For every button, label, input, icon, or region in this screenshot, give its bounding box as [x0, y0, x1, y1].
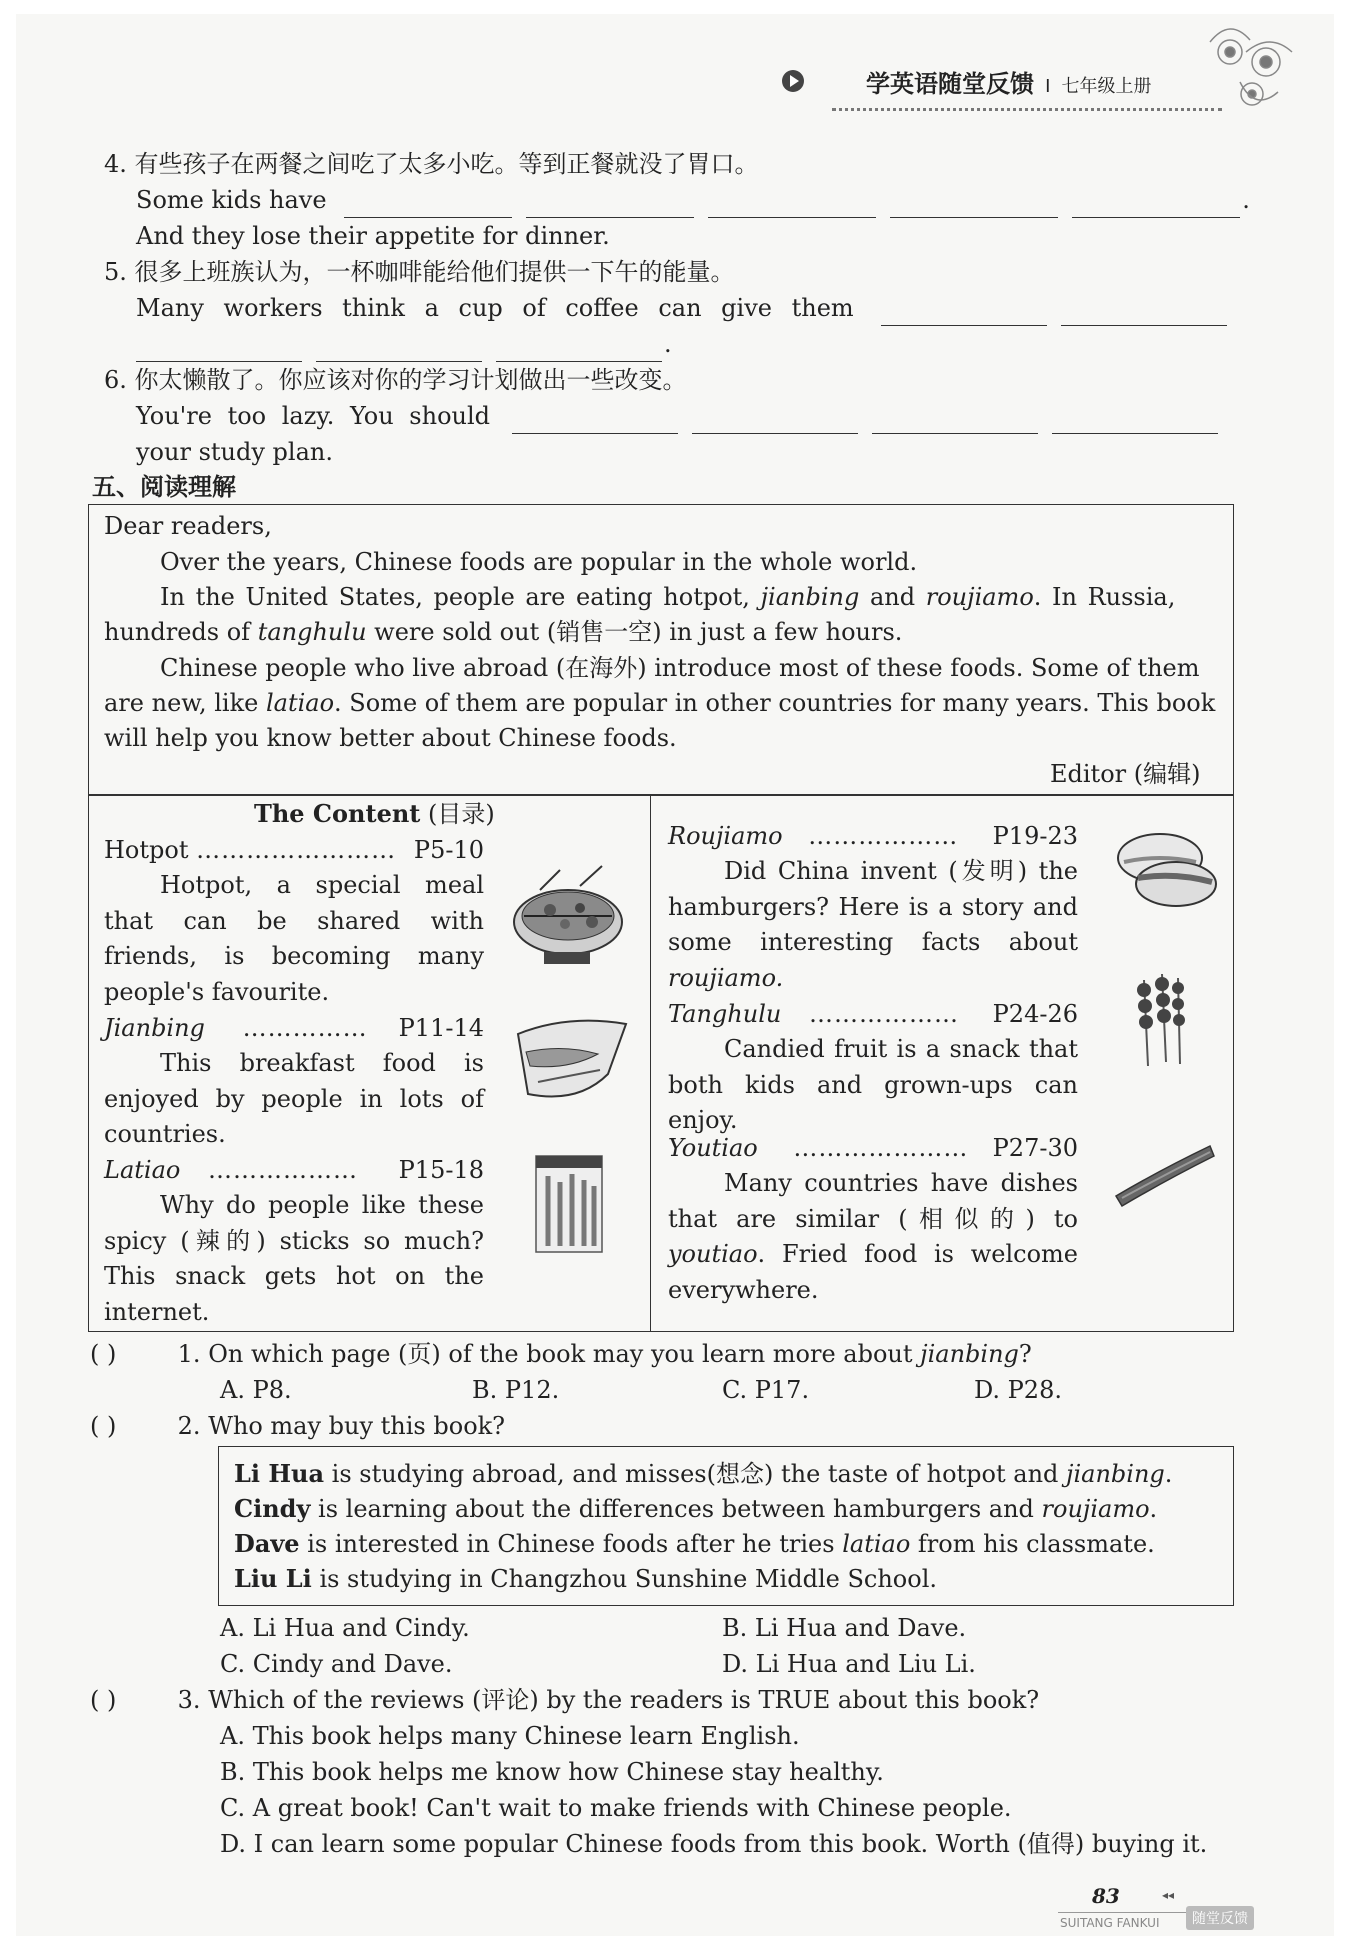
letter-paragraph-2-cont — [104, 614, 902, 650]
desc-line: some interesting facts about — [668, 928, 1078, 956]
text-run: is studying in Changzhou Sunshine Middle School. — [319, 1565, 937, 1593]
text-run: . Fried food is welcome — [757, 1240, 1078, 1268]
answer-paren[interactable]: ( ) — [90, 1340, 117, 1368]
desc-line: This breakfast food is — [160, 1049, 484, 1077]
letter-greeting: Dear readers, — [104, 512, 272, 540]
answer-blank[interactable] — [708, 195, 876, 218]
desc-line: that can be shared with — [104, 906, 484, 935]
letter-paragraph-3: Chinese people who live abroad (在海外) introduce most of these foods. Some of them — [160, 654, 1200, 682]
text-run: hundreds of — [104, 618, 251, 646]
hotpot-icon — [510, 860, 628, 970]
leader-dots: ………………… — [793, 1134, 969, 1162]
entry-title: Roujiamo — [668, 822, 783, 850]
answer-blank[interactable] — [890, 195, 1058, 218]
text-run: latiao — [265, 689, 335, 717]
heading-en: The Content — [254, 799, 421, 828]
question-text: On which page (页) of the book may you learn more about — [208, 1340, 913, 1368]
translation-6 — [104, 362, 687, 398]
text-run: . — [1149, 1495, 1158, 1523]
section-title: 五、阅读理解 — [92, 473, 236, 501]
footer-pinyin: SUITANG FANKUI — [1060, 1916, 1160, 1930]
text-run: . In Russia, — [1033, 583, 1176, 611]
letter-paragraph-1: Over the years, Chinese foods are popular in the whole world. — [160, 548, 918, 576]
answer-paren[interactable]: ( ) — [90, 1412, 117, 1440]
english-cont-4: And they lose their appetite for dinner. — [136, 222, 610, 250]
text-run: is studying abroad, and misses(想念) the taste of hotpot and — [331, 1460, 1059, 1488]
heading-cn: (目录) — [428, 800, 495, 828]
entry-roujiamo-desc — [668, 854, 1078, 996]
desc-line: roujiamo. — [668, 963, 784, 992]
entry-title: Latiao — [104, 1156, 181, 1184]
content-divider — [650, 795, 651, 1331]
desc-line: This snack gets hot on the — [104, 1262, 484, 1290]
desc-line: Many countries have dishes — [724, 1169, 1078, 1197]
letter-signature: Editor (编辑) — [1050, 760, 1201, 788]
answer-blank[interactable] — [1061, 303, 1227, 326]
entry-hotpot — [104, 832, 484, 868]
question-2 — [90, 1408, 505, 1444]
translation-4 — [104, 146, 759, 182]
question-number: 1. — [177, 1340, 201, 1368]
desc-line: everywhere. — [668, 1275, 819, 1304]
translation-5 — [104, 254, 735, 290]
text-run: were sold out (销售一空) in just a few hours. — [374, 618, 903, 646]
person-dave — [234, 1526, 1155, 1562]
answer-blank[interactable] — [1072, 195, 1240, 218]
text-run: tanghulu — [257, 618, 367, 646]
youtiao-icon — [1110, 1140, 1218, 1210]
answer-blank[interactable] — [1052, 411, 1218, 434]
text-run: roujiamo — [1041, 1495, 1150, 1523]
desc-line: spicy (辣的) sticks so much? — [104, 1226, 484, 1255]
letter-paragraph-3-cont — [104, 685, 1215, 721]
person-li-hua — [234, 1456, 1172, 1492]
english-cont-5: . — [136, 326, 672, 362]
entry-latiao — [104, 1152, 484, 1188]
text-run: is learning about the differences between hamburgers and — [318, 1495, 1034, 1523]
answer-blank[interactable] — [526, 195, 694, 218]
entry-latiao-desc — [104, 1188, 484, 1330]
entry-pages: P15-18 — [398, 1156, 484, 1184]
header — [866, 64, 1152, 99]
header-subtitle: 七年级上册 — [1061, 76, 1152, 97]
q2-option-c[interactable]: C. Cindy and Dave. — [220, 1650, 453, 1678]
chinese-sentence: 你太懒散了。你应该对你的学习计划做出一些改变。 — [134, 366, 687, 394]
entry-pages: P27-30 — [992, 1134, 1078, 1162]
desc-line: Did China invent (发明) the — [724, 857, 1078, 885]
footer-line — [1058, 1912, 1186, 1913]
english-line-6 — [136, 398, 1218, 434]
question-text: Which of the reviews (评论) by the readers is TRUE about this book? — [208, 1686, 1040, 1714]
leader-dots: ……………… — [808, 822, 959, 850]
answer-blank[interactable] — [136, 339, 302, 362]
q1-option-c[interactable]: C. P17. — [722, 1376, 810, 1404]
q3-option-c[interactable]: C. A great book! Can't wait to make friends with Chinese people. — [220, 1794, 1012, 1822]
entry-title: Youtiao — [668, 1134, 758, 1162]
footer-arrow-icon: ◂◂ — [1162, 1888, 1175, 1902]
text-run: . Some of them are popular in other countries for many years. This book — [334, 689, 1216, 717]
page-number: 83 — [1092, 1884, 1120, 1908]
entry-tanghulu — [668, 996, 1078, 1032]
question-number: 3. — [177, 1686, 201, 1714]
entry-roujiamo — [668, 818, 1078, 854]
leader-dots: …………………… — [196, 836, 397, 864]
entry-jianbing-desc — [104, 1046, 484, 1153]
answer-paren[interactable]: ( ) — [90, 1686, 117, 1714]
roujiamo-icon — [1104, 822, 1222, 926]
answer-blank[interactable] — [316, 339, 482, 362]
question-number: 4. — [104, 150, 127, 178]
english-prompt: Some kids have — [136, 186, 327, 214]
desc-line: hamburgers? Here is a story and — [668, 892, 1078, 921]
answer-blank[interactable] — [344, 195, 512, 218]
q3-option-a[interactable]: A. This book helps many Chinese learn English. — [220, 1722, 800, 1750]
entry-title: Jianbing — [104, 1014, 205, 1042]
english-cont-6: your study plan. — [136, 438, 333, 466]
q2-option-d[interactable]: D. Li Hua and Liu Li. — [722, 1650, 976, 1678]
text-run: jianbing — [760, 583, 860, 611]
entry-pages: P19-23 — [992, 822, 1078, 850]
answer-blank[interactable] — [512, 411, 678, 434]
question-text: Who may buy this book? — [208, 1412, 506, 1440]
question-3 — [90, 1682, 1039, 1718]
entry-hotpot-desc — [104, 868, 484, 1010]
text-run: In the United States, people are eating hotpot, — [160, 583, 750, 611]
text-run: is interested in Chinese foods after he tries — [307, 1530, 835, 1558]
desc-line: Candied fruit is a snack that — [724, 1035, 1078, 1063]
question-1 — [90, 1336, 1032, 1372]
desc-line: enjoyed by people in lots of — [104, 1084, 484, 1113]
answer-blank[interactable] — [872, 411, 1038, 434]
q1-option-a[interactable]: A. P8. — [220, 1376, 292, 1404]
desc-line: Why do people like these — [160, 1191, 484, 1219]
question-number: 5. — [104, 258, 127, 286]
person-name: Liu Li — [234, 1564, 312, 1593]
q1-option-d[interactable]: D. P28. — [974, 1376, 1062, 1404]
desc-line: enjoy. — [668, 1106, 738, 1134]
text-run: . — [1164, 1460, 1173, 1488]
question-text: jianbing — [920, 1340, 1019, 1368]
text-run: jianbing — [1066, 1460, 1165, 1488]
leader-dots: ……………… — [207, 1156, 358, 1184]
q3-option-b[interactable]: B. This book helps me know how Chinese stay healthy. — [220, 1758, 884, 1786]
content-heading — [254, 796, 495, 832]
question-number: 6. — [104, 366, 127, 394]
leader-dots: …………… — [242, 1014, 368, 1042]
entry-pages: P5-10 — [413, 836, 484, 864]
desc-line: countries. — [104, 1120, 226, 1148]
header-separator: I — [1045, 76, 1051, 97]
q1-option-b[interactable]: B. P12. — [472, 1376, 560, 1404]
flower-decoration-icon — [1200, 22, 1310, 122]
entry-jianbing — [104, 1010, 484, 1046]
person-name: Li Hua — [234, 1459, 325, 1488]
letter-paragraph-3-end: will help you know better about Chinese foods. — [104, 724, 677, 752]
desc-line: that are similar (相似的) to — [668, 1204, 1078, 1233]
jianbing-icon — [508, 1004, 632, 1108]
english-prompt: You're too lazy. You should — [136, 402, 491, 430]
footer-label: 随堂反馈 — [1186, 1906, 1254, 1930]
english-line-4: Some kids have . — [136, 182, 1250, 218]
question-number: 2. — [177, 1412, 201, 1440]
desc-line: friends, is becoming many — [104, 942, 484, 970]
entry-title: Hotpot — [104, 836, 189, 864]
entry-youtiao-desc — [668, 1166, 1078, 1308]
entry-pages: P11-14 — [398, 1014, 484, 1042]
text-run: and — [869, 583, 916, 611]
person-liu-li — [234, 1561, 937, 1597]
answer-blank[interactable] — [881, 303, 1047, 326]
person-name: Cindy — [234, 1494, 311, 1523]
desc-line: Hotpot, a special meal — [160, 871, 484, 899]
person-cindy — [234, 1491, 1157, 1527]
desc-line: both kids and grown-ups can — [668, 1070, 1078, 1099]
leader-dots: ……………… — [808, 1000, 959, 1028]
header-divider — [832, 108, 1222, 111]
answer-blank[interactable] — [692, 411, 858, 434]
chinese-sentence: 有些孩子在两餐之间吃了太多小吃。等到正餐就没了胃口。 — [134, 150, 759, 178]
entry-tanghulu-desc — [668, 1032, 1078, 1139]
question-text: ? — [1018, 1340, 1032, 1368]
text-run: latiao — [842, 1530, 911, 1558]
desc-line: people's favourite. — [104, 977, 330, 1006]
text-run: youtiao — [668, 1240, 758, 1268]
tanghulu-icon — [1130, 970, 1190, 1070]
header-title: 学英语随堂反馈 — [866, 70, 1034, 98]
entry-title: Tanghulu — [668, 1000, 782, 1028]
text-run: are new, like — [104, 689, 259, 717]
q2-option-a[interactable]: A. Li Hua and Cindy. — [220, 1614, 470, 1642]
entry-youtiao — [668, 1130, 1078, 1166]
play-circle-icon — [782, 70, 804, 92]
english-line-5 — [136, 290, 1227, 326]
english-prompt: Many workers think a cup of coffee can give them — [136, 294, 854, 322]
latiao-package-icon — [532, 1152, 606, 1256]
chinese-sentence: 很多上班族认为，一杯咖啡能给他们提供一下午的能量。 — [134, 258, 735, 286]
q3-option-d[interactable]: D. I can learn some popular Chinese foods from this book. Worth (值得) buying it. — [220, 1830, 1208, 1858]
q2-option-b[interactable]: B. Li Hua and Dave. — [722, 1614, 967, 1642]
desc-line: internet. — [104, 1297, 210, 1326]
entry-pages: P24-26 — [992, 1000, 1078, 1028]
answer-blank[interactable] — [496, 339, 662, 362]
person-name: Dave — [234, 1529, 300, 1558]
text-run: roujiamo — [925, 583, 1034, 611]
text-run: from his classmate. — [917, 1530, 1155, 1558]
letter-paragraph-2 — [160, 579, 1175, 615]
